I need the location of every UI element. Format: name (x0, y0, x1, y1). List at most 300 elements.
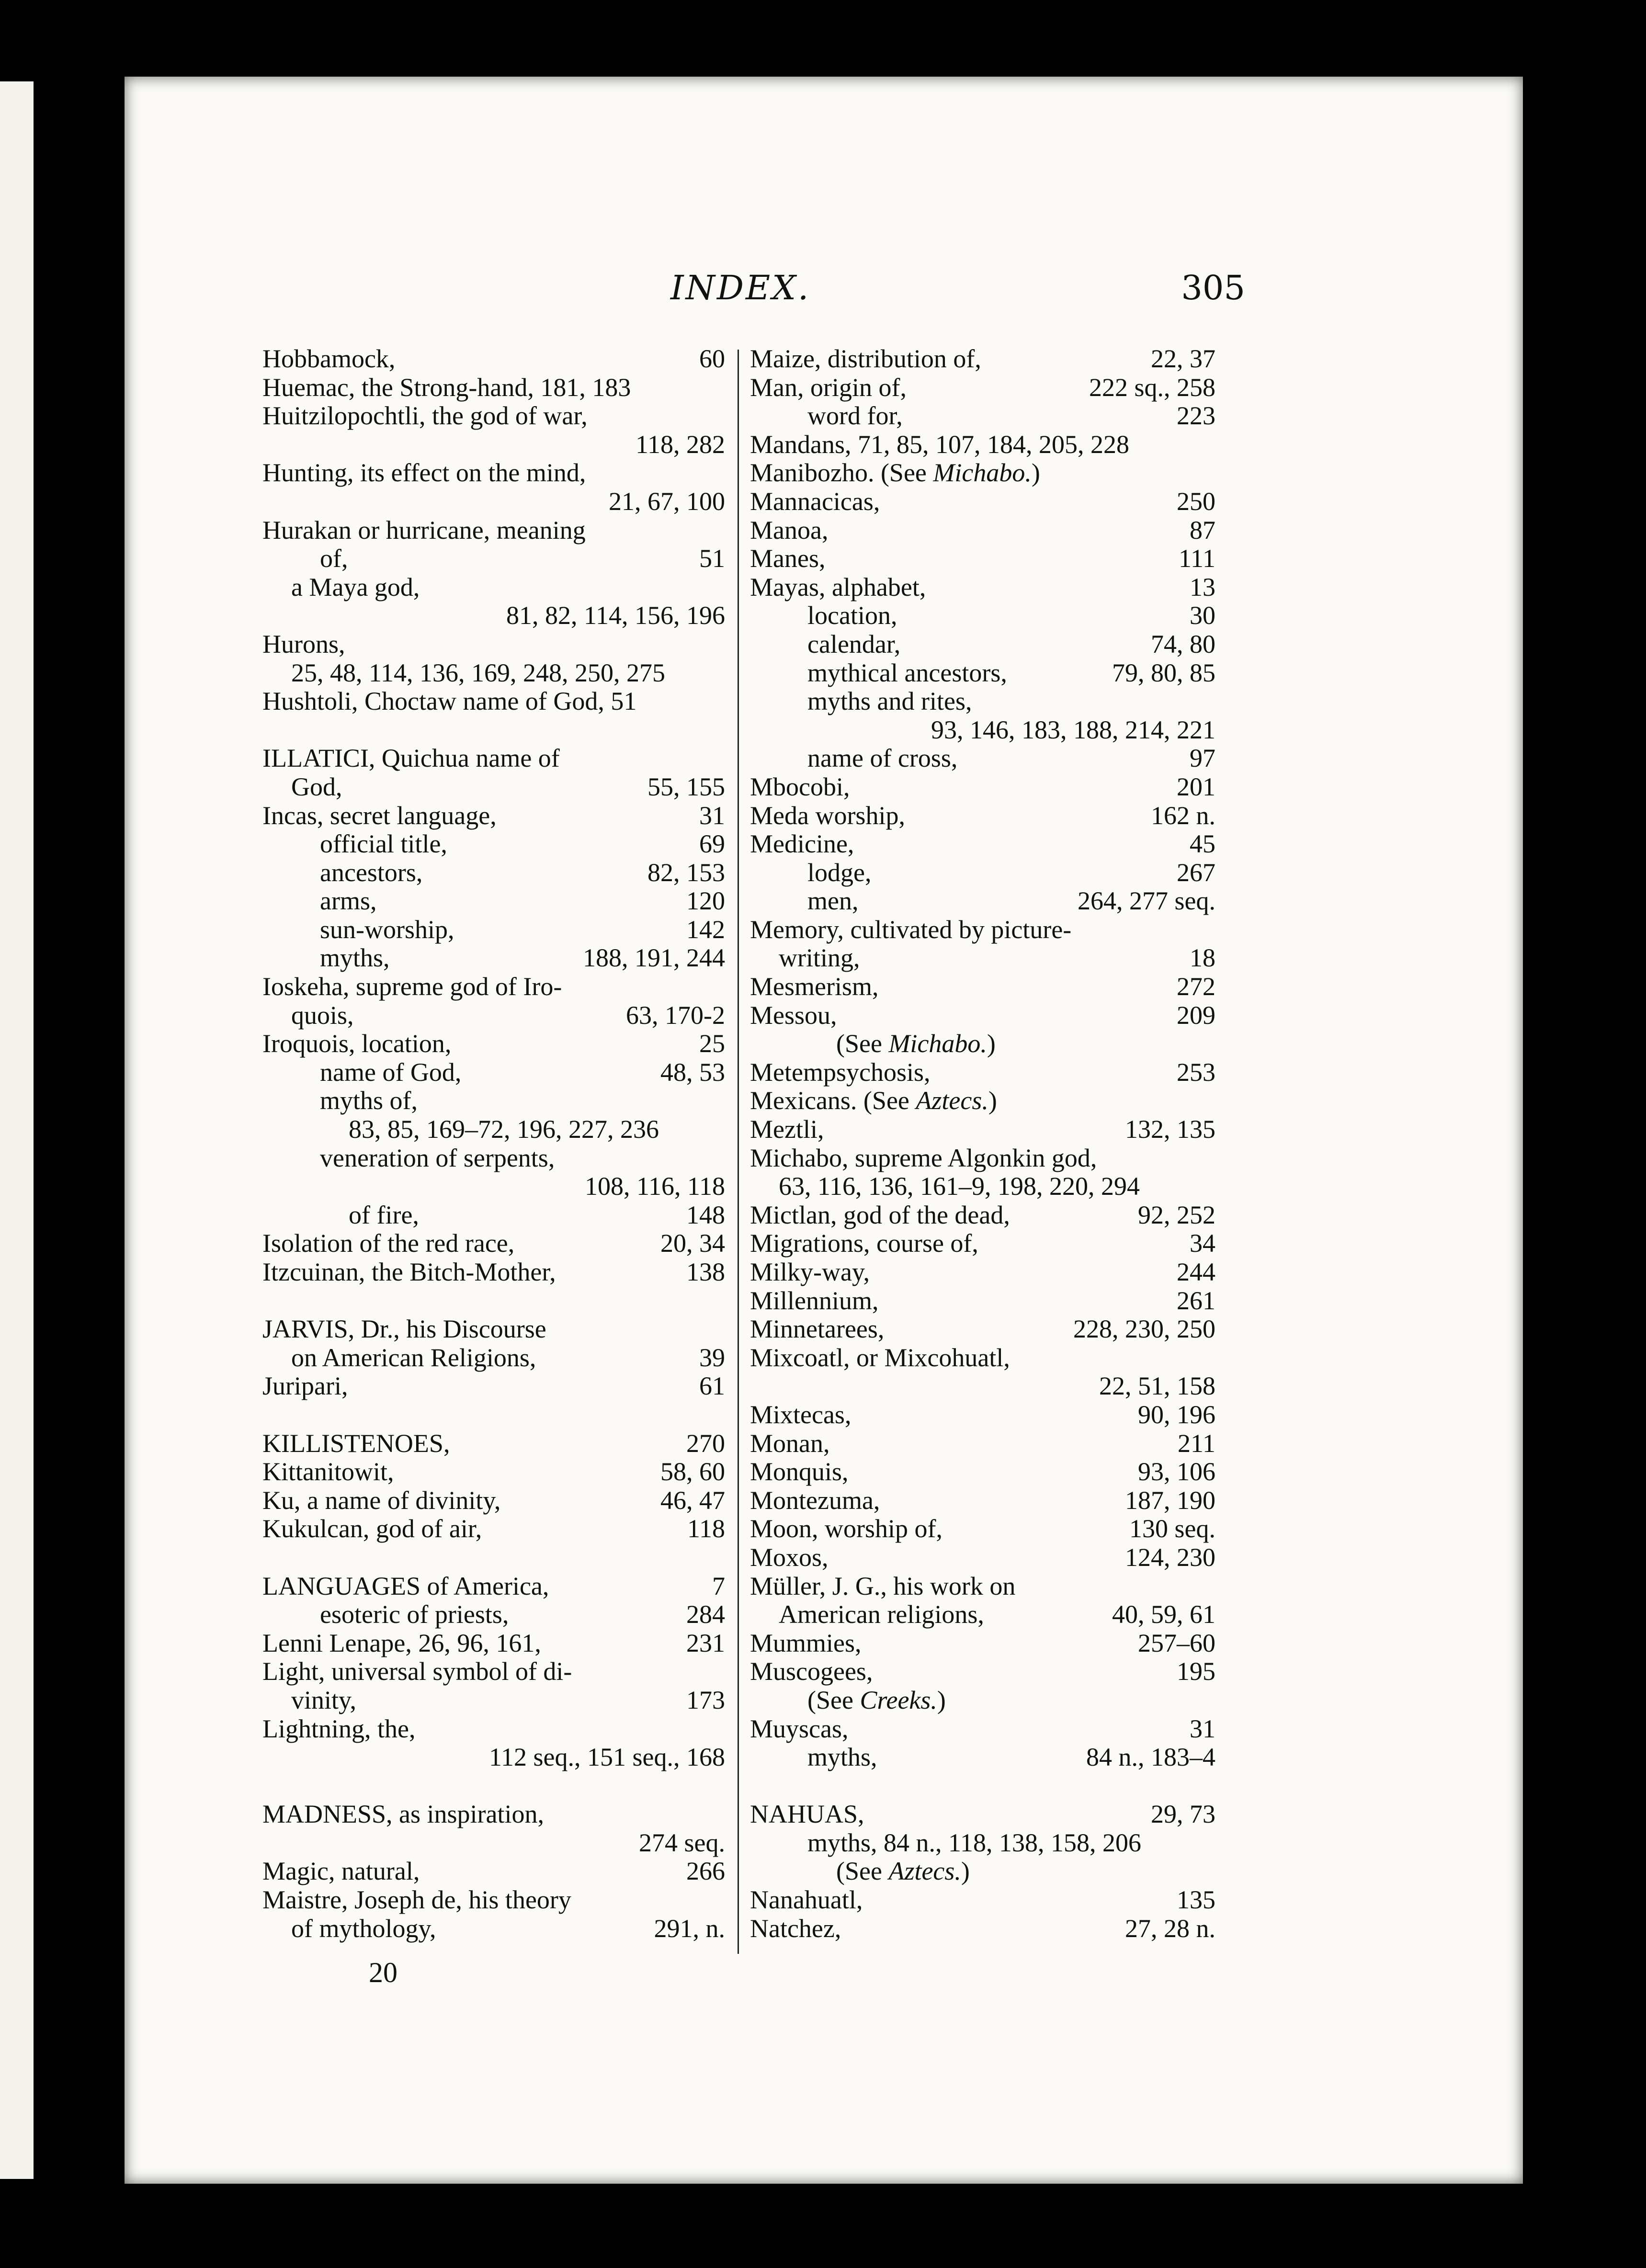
entry-pages: 124, 230 (1125, 1542, 1215, 1572)
index-entry (262, 1287, 725, 1315)
index-entry (750, 573, 1215, 602)
entry-pages: 118, 282 (636, 430, 725, 459)
entry-text: arms, (320, 886, 377, 916)
entry-pages: 135 (1177, 1885, 1215, 1915)
index-entry (262, 1829, 725, 1858)
index-entry (262, 1915, 725, 1943)
entry-text: (See Creeks.) (807, 1685, 946, 1714)
entry-pages: 291, n. (654, 1914, 725, 1943)
entry-text: a Maya god, (291, 572, 420, 601)
index-entry (262, 1486, 725, 1515)
entry-text: KILLISTENOES, (262, 1429, 450, 1458)
index-entry (262, 1429, 725, 1458)
entry-text: mythical ancestors, (807, 658, 1007, 687)
entry-text: Natchez, (750, 1914, 841, 1943)
index-entry (262, 1058, 725, 1087)
index-entry (262, 1657, 725, 1686)
index-entry (262, 345, 725, 374)
entry-text: Michabo, supreme Algonkin god, (750, 1143, 1097, 1172)
index-entry (750, 431, 1215, 459)
entry-pages: 261 (1177, 1286, 1215, 1315)
entry-text: Moon, worship of, (750, 1514, 942, 1543)
entry-pages: 39 (699, 1343, 725, 1372)
entry-pages: 209 (1177, 1000, 1215, 1030)
entry-text: of fire, (349, 1200, 419, 1229)
index-entry (750, 1258, 1215, 1287)
entry-pages: 30 (1190, 601, 1215, 630)
index-entry (750, 1458, 1215, 1486)
index-entry (262, 1886, 725, 1915)
index-entry (750, 1857, 1215, 1886)
entry-pages: 270 (686, 1429, 725, 1458)
entry-text: official title, (320, 829, 447, 859)
index-entry (750, 1401, 1215, 1429)
entry-text: God, (291, 772, 342, 801)
entry-pages: 81, 82, 114, 156, 196 (506, 601, 725, 630)
index-entry (750, 887, 1215, 916)
entry-text: Lenni Lenape, 26, 96, 161, (262, 1628, 541, 1657)
index-entry (750, 1344, 1215, 1372)
entry-text: Manes, (750, 544, 826, 573)
entry-pages: 46, 47 (660, 1486, 725, 1515)
entry-pages: 162 n. (1151, 801, 1215, 830)
entry-text: Maize, distribution of, (750, 344, 981, 373)
entry-pages: 29, 73 (1151, 1800, 1215, 1829)
entry-text: Mictlan, god of the dead, (750, 1200, 1010, 1229)
entry-pages: 18 (1190, 943, 1215, 973)
entry-pages: 48, 53 (660, 1057, 725, 1087)
index-entry (262, 374, 725, 402)
entry-pages: 92, 252 (1138, 1200, 1215, 1229)
entry-pages: 267 (1177, 858, 1215, 887)
index-entry (262, 1315, 725, 1344)
index-entry (750, 1515, 1215, 1543)
index-entry (750, 1915, 1215, 1943)
entry-pages: 223 (1177, 401, 1215, 431)
entry-text: Mummies, (750, 1628, 862, 1657)
facing-page-edge (0, 81, 34, 2179)
index-entry (262, 544, 725, 573)
entry-close: ) (987, 1029, 996, 1058)
index-entry (750, 1115, 1215, 1144)
index-entry (262, 1458, 725, 1486)
entry-text: Isolation of the red race, (262, 1229, 515, 1258)
index-entry (262, 687, 725, 716)
running-title: INDEX. (670, 268, 811, 307)
index-entry (750, 459, 1215, 488)
index-entry (750, 488, 1215, 516)
entry-pages: 21, 67, 100 (609, 487, 725, 516)
entry-text: Mandans, 71, 85, 107, 184, 205, 228 (750, 430, 1129, 459)
entry-pages: 82, 153 (647, 858, 725, 887)
entry-text: Milky-way, (750, 1258, 870, 1286)
entry-pages: 60 (699, 344, 725, 373)
entry-text: myths, (320, 943, 390, 973)
entry-text: Man, origin of, (750, 373, 907, 402)
index-entry (262, 1572, 725, 1601)
entry-pages: 97 (1190, 744, 1215, 773)
index-entry (750, 345, 1215, 374)
index-entry (262, 573, 725, 602)
index-entry (750, 716, 1215, 745)
index-entry (750, 544, 1215, 573)
index-entry (262, 944, 725, 973)
entry-text: Hurons, (262, 629, 345, 658)
entry-pages: 87 (1190, 515, 1215, 544)
index-entry (262, 1715, 725, 1744)
entry-italic: Michabo. (888, 1029, 987, 1058)
index-entry (262, 773, 725, 802)
index-entry (262, 601, 725, 630)
entry-text: (See Michabo.) (836, 1029, 996, 1058)
index-entry (750, 402, 1215, 431)
entry-pages: 55, 155 (647, 772, 725, 801)
index-entry (750, 1058, 1215, 1087)
entry-text: MADNESS, as inspiration, (262, 1800, 545, 1829)
entry-pages: 40, 59, 61 (1112, 1600, 1215, 1629)
entry-text: Minnetarees, (750, 1315, 885, 1344)
entry-text: men, (807, 886, 859, 916)
page-number: 305 (1181, 268, 1245, 307)
entry-text: Mexicans. (See Aztecs.) (750, 1086, 997, 1115)
entry-pages: 284 (686, 1600, 725, 1629)
entry-text: Monquis, (750, 1457, 849, 1486)
entry-text: Incas, secret language, (262, 801, 497, 830)
index-entry (750, 1229, 1215, 1258)
signature-mark: 20 (369, 1957, 397, 1988)
entry-text: Manibozho. (See Michabo.) (750, 458, 1040, 488)
entry-text: Mannacicas, (750, 487, 880, 516)
entry-pages: 93, 106 (1138, 1457, 1215, 1486)
index-entry (750, 1886, 1215, 1915)
entry-text: Meda worship, (750, 801, 905, 830)
entry-text: Lightning, the, (262, 1714, 416, 1743)
index-entry (262, 887, 725, 916)
entry-pages: 13 (1190, 572, 1215, 601)
entry-text: Messou, (750, 1000, 837, 1030)
entry-pages: 173 (686, 1685, 725, 1714)
entry-pages: 274 seq. (639, 1828, 725, 1857)
entry-text: Huemac, the Strong-hand, 181, 183 (262, 373, 631, 402)
index-entry (262, 1115, 725, 1144)
index-entry (750, 1772, 1215, 1801)
index-entry (750, 859, 1215, 887)
entry-pages: 108, 116, 118 (585, 1172, 725, 1201)
entry-pages: 20, 34 (660, 1229, 725, 1258)
entry-pages: 266 (686, 1857, 725, 1886)
index-entry (750, 1030, 1215, 1058)
entry-text: vinity, (291, 1685, 357, 1714)
entry-text: Huitzilopochtli, the god of war, (262, 401, 588, 431)
entry-text: Mixcoatl, or Mixcohuatl, (750, 1343, 1010, 1372)
index-entry (750, 1087, 1215, 1115)
entry-pages: 272 (1177, 972, 1215, 1001)
index-entry (750, 773, 1215, 802)
entry-text: on American Religions, (291, 1343, 536, 1372)
index-entry (750, 1600, 1215, 1629)
index-entry (750, 1287, 1215, 1315)
entry-text: Light, universal symbol of di- (262, 1657, 572, 1686)
entry-text: Mesmerism, (750, 972, 879, 1001)
entry-pages: 63, 170-2 (626, 1000, 725, 1030)
index-entry (262, 1344, 725, 1372)
entry-pages: 201 (1177, 772, 1215, 801)
entry-text: LANGUAGES of America, (262, 1571, 549, 1600)
entry-text: Iroquois, location, (262, 1029, 452, 1058)
index-entry (262, 1772, 725, 1801)
entry-close: ) (1031, 458, 1040, 488)
entry-text: Monan, (750, 1429, 830, 1458)
entry-pages: 31 (1190, 1714, 1215, 1743)
index-column-right (750, 345, 1215, 1943)
entry-pages: 79, 80, 85 (1112, 658, 1215, 687)
column-divider (738, 350, 739, 1954)
entry-text: 63, 116, 136, 161–9, 198, 220, 294 (779, 1172, 1140, 1201)
index-entry (750, 944, 1215, 973)
index-entry (262, 659, 725, 688)
entry-pages: 195 (1177, 1657, 1215, 1686)
entry-pages: 69 (699, 829, 725, 859)
index-entry (262, 516, 725, 545)
index-entry (262, 1229, 725, 1258)
entry-text: Mixtecas, (750, 1400, 851, 1429)
entry-text: JARVIS, Dr., his Discourse (262, 1315, 546, 1344)
entry-pages: 74, 80 (1151, 629, 1215, 658)
entry-pages: 51 (699, 544, 725, 573)
index-entry (262, 802, 725, 830)
entry-text: Juripari, (262, 1372, 348, 1401)
index-entry (750, 1315, 1215, 1344)
entry-pages: 188, 191, 244 (583, 943, 725, 973)
index-entry (750, 1144, 1215, 1173)
index-entry (262, 1743, 725, 1772)
index-entry (262, 973, 725, 1001)
index-entry (262, 630, 725, 659)
entry-pages: 187, 190 (1125, 1486, 1215, 1515)
entry-pages: 45 (1190, 829, 1215, 859)
entry-text: of, (320, 544, 348, 573)
entry-text: myths of, (320, 1086, 418, 1115)
index-entry (262, 1201, 725, 1230)
entry-pages: 222 sq., 258 (1089, 373, 1215, 402)
entry-text: 25, 48, 114, 136, 169, 248, 250, 275 (291, 658, 665, 687)
entry-pages: 31 (699, 801, 725, 830)
index-entry (262, 1001, 725, 1030)
entry-text: sun-worship, (320, 915, 454, 944)
index-entry (262, 1258, 725, 1287)
entry-text: Migrations, course of, (750, 1229, 978, 1258)
entry-pages: 22, 37 (1151, 344, 1215, 373)
running-header (259, 268, 1245, 321)
entry-text: Hushtoli, Choctaw name of God, 51 (262, 687, 637, 716)
index-entry (750, 601, 1215, 630)
entry-pages: 111 (1179, 544, 1215, 573)
entry-pages: 84 n., 183–4 (1086, 1743, 1215, 1772)
entry-text: Muscogees, (750, 1657, 873, 1686)
entry-text: name of cross, (807, 744, 958, 773)
entry-text: calendar, (807, 629, 901, 658)
entry-text: Manoa, (750, 515, 829, 544)
index-entry (750, 1572, 1215, 1601)
entry-pages: 132, 135 (1125, 1115, 1215, 1144)
entry-pages: 27, 28 n. (1125, 1914, 1215, 1943)
index-entry (750, 374, 1215, 402)
index-entry (262, 1515, 725, 1543)
entry-text: Memory, cultivated by picture- (750, 915, 1072, 944)
index-entry (750, 1201, 1215, 1230)
index-entry (262, 830, 725, 859)
entry-text: 83, 85, 169–72, 196, 227, 236 (349, 1115, 659, 1144)
index-entry (262, 1087, 725, 1115)
entry-pages: 130 seq. (1129, 1514, 1215, 1543)
index-entry (750, 659, 1215, 688)
entry-text: myths, 84 n., 118, 138, 158, 206 (807, 1828, 1142, 1857)
entry-text: Mbocobi, (750, 772, 850, 801)
entry-italic: Aztecs. (916, 1086, 988, 1115)
entry-pages: 211 (1178, 1429, 1215, 1458)
index-entry (262, 431, 725, 459)
entry-pages: 120 (686, 886, 725, 916)
entry-text: Hurakan or hurricane, meaning (262, 515, 586, 544)
index-entry (262, 1401, 725, 1429)
entry-text: of mythology, (291, 1914, 436, 1943)
entry-italic: Michabo. (933, 458, 1032, 488)
index-entry (750, 973, 1215, 1001)
entry-text: lodge, (807, 858, 872, 887)
entry-text: ILLATICI, Quichua name of (262, 744, 560, 773)
entry-text: veneration of serpents, (320, 1143, 555, 1172)
entry-italic: Aztecs. (888, 1857, 961, 1886)
entry-text: Ku, a name of divinity, (262, 1486, 501, 1515)
entry-text: Hunting, its effect on the mind, (262, 458, 586, 488)
entry-pages: 112 seq., 151 seq., 168 (489, 1743, 725, 1772)
index-entry (750, 630, 1215, 659)
index-entry (262, 402, 725, 431)
entry-pages: 61 (699, 1372, 725, 1401)
entry-pages: 253 (1177, 1057, 1215, 1087)
entry-text: quois, (291, 1000, 354, 1030)
entry-close: ) (937, 1685, 946, 1714)
index-entry (262, 1543, 725, 1572)
index-entry (262, 859, 725, 887)
index-entry (750, 1486, 1215, 1515)
entry-text: NAHUAS, (750, 1800, 864, 1829)
entry-text: location, (807, 601, 897, 630)
entry-text: Millennium, (750, 1286, 879, 1315)
index-entry (750, 1800, 1215, 1829)
entry-text: Mayas, alphabet, (750, 572, 926, 601)
entry-pages: 7 (712, 1571, 725, 1600)
index-entry (750, 1657, 1215, 1686)
entry-pages: 228, 230, 250 (1073, 1315, 1215, 1344)
entry-pages: 90, 196 (1138, 1400, 1215, 1429)
entry-text: word for, (807, 401, 903, 431)
entry-italic: Creeks. (860, 1685, 937, 1714)
index-entry (750, 916, 1215, 944)
entry-pages: 34 (1190, 1229, 1215, 1258)
entry-text: American religions, (779, 1600, 984, 1629)
entry-pages: 22, 51, 158 (1099, 1372, 1215, 1401)
index-entry (262, 1372, 725, 1401)
entry-text: (See Aztecs.) (836, 1857, 970, 1886)
index-entry (262, 1172, 725, 1201)
entry-pages: 138 (686, 1258, 725, 1286)
entry-pages: 148 (686, 1200, 725, 1229)
index-entry (750, 516, 1215, 545)
entry-text: Nanahuatl, (750, 1885, 863, 1915)
entry-pages: 142 (686, 915, 725, 944)
index-entry (262, 488, 725, 516)
entry-text: Montezuma, (750, 1486, 880, 1515)
index-entry (262, 1030, 725, 1058)
entry-pages: 118 (687, 1514, 725, 1543)
entry-text: myths and rites, (807, 687, 972, 716)
entry-pages: 264, 277 seq. (1078, 886, 1215, 916)
entry-text: Meztli, (750, 1115, 824, 1144)
entry-text: Metempsychosis, (750, 1057, 931, 1087)
entry-text: Moxos, (750, 1542, 829, 1572)
entry-text: myths, (807, 1743, 877, 1772)
index-entry (750, 1743, 1215, 1772)
entry-text: Medicine, (750, 829, 854, 859)
entry-pages: 244 (1177, 1258, 1215, 1286)
entry-text: Maistre, Joseph de, his theory (262, 1885, 571, 1915)
index-entry (750, 1686, 1215, 1715)
index-entry (750, 1829, 1215, 1858)
index-entry (262, 744, 725, 773)
entry-text: name of God, (320, 1057, 462, 1087)
entry-text: Muyscas, (750, 1714, 849, 1743)
entry-text: writing, (779, 943, 860, 973)
entry-pages: 25 (699, 1029, 725, 1058)
entry-text: ancestors, (320, 858, 423, 887)
index-entry (262, 1857, 725, 1886)
index-entry (262, 1144, 725, 1173)
entry-pages: 257–60 (1138, 1628, 1215, 1657)
entry-text: Magic, natural, (262, 1857, 420, 1886)
entry-text: Müller, J. G., his work on (750, 1571, 1016, 1600)
entry-text: Hobbamock, (262, 344, 396, 373)
entry-close: ) (988, 1086, 997, 1115)
index-entry (262, 459, 725, 488)
index-entry (750, 802, 1215, 830)
index-entry (750, 1001, 1215, 1030)
index-entry (750, 1429, 1215, 1458)
entry-text: Kittanitowit, (262, 1457, 394, 1486)
index-entry (750, 1543, 1215, 1572)
index-entry (262, 1800, 725, 1829)
index-entry (262, 1629, 725, 1658)
index-entry (262, 916, 725, 944)
index-entry (750, 1372, 1215, 1401)
index-entry (262, 1600, 725, 1629)
index-entry (262, 716, 725, 745)
entry-pages: 58, 60 (660, 1457, 725, 1486)
index-entry (750, 687, 1215, 716)
entry-pages: 231 (686, 1628, 725, 1657)
entry-pages: 250 (1177, 487, 1215, 516)
entry-close: ) (961, 1857, 970, 1886)
entry-text: esoteric of priests, (320, 1600, 509, 1629)
entry-text: Kukulcan, god of air, (262, 1514, 482, 1543)
index-entry (262, 1686, 725, 1715)
entry-text: Itzcuinan, the Bitch-Mother, (262, 1258, 556, 1286)
index-entry (750, 830, 1215, 859)
index-entry (750, 1629, 1215, 1658)
index-column-left (262, 345, 725, 1943)
entry-pages: 93, 146, 183, 188, 214, 221 (931, 715, 1215, 744)
index-entry (750, 1172, 1215, 1201)
